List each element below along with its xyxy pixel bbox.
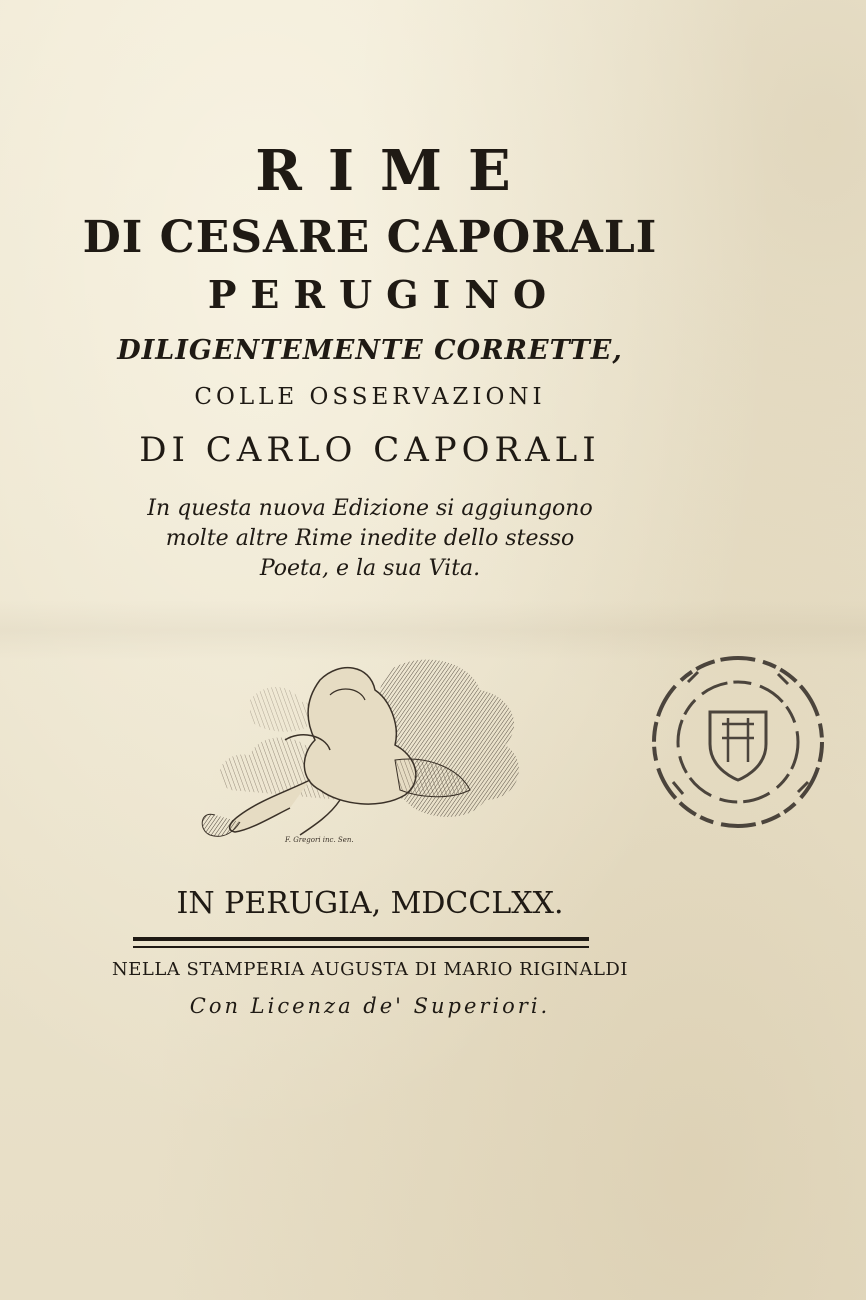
edition-note-line: Poeta, e la sua Vita. <box>259 556 481 581</box>
centaur-engraving-icon <box>190 640 550 850</box>
edition-note-line: In questa nuova Edizione si aggiungono <box>147 496 593 521</box>
book-title: RIME <box>255 138 537 204</box>
library-stamp-icon <box>648 652 828 832</box>
edition-note <box>0 494 740 584</box>
imprint-license: Con Licenza de' Superiori. <box>189 994 551 1018</box>
author-line: DI CESARE CAPORALI <box>82 212 658 263</box>
imprint-place-date: IN PERUGIA, MDCCLXX. <box>176 886 564 921</box>
engraver-credit: F. Gregori inc. Sen. <box>285 836 354 844</box>
double-rule-thick <box>133 937 589 941</box>
editor-line: DI CARLO CAPORALI <box>139 430 601 470</box>
imprint-printer: NELLA STAMPERIA AUGUSTA DI MARIO RIGINALDI <box>112 959 628 980</box>
edition-note-line: molte altre Rime inedite dello stesso <box>165 526 575 551</box>
author-origin: PERUGINO <box>207 272 561 317</box>
title-description: DILIGENTEMENTE CORRETTE, <box>117 335 623 366</box>
notes-line: COLLE OSSERVAZIONI <box>194 384 546 410</box>
double-rule-thin <box>133 946 589 948</box>
